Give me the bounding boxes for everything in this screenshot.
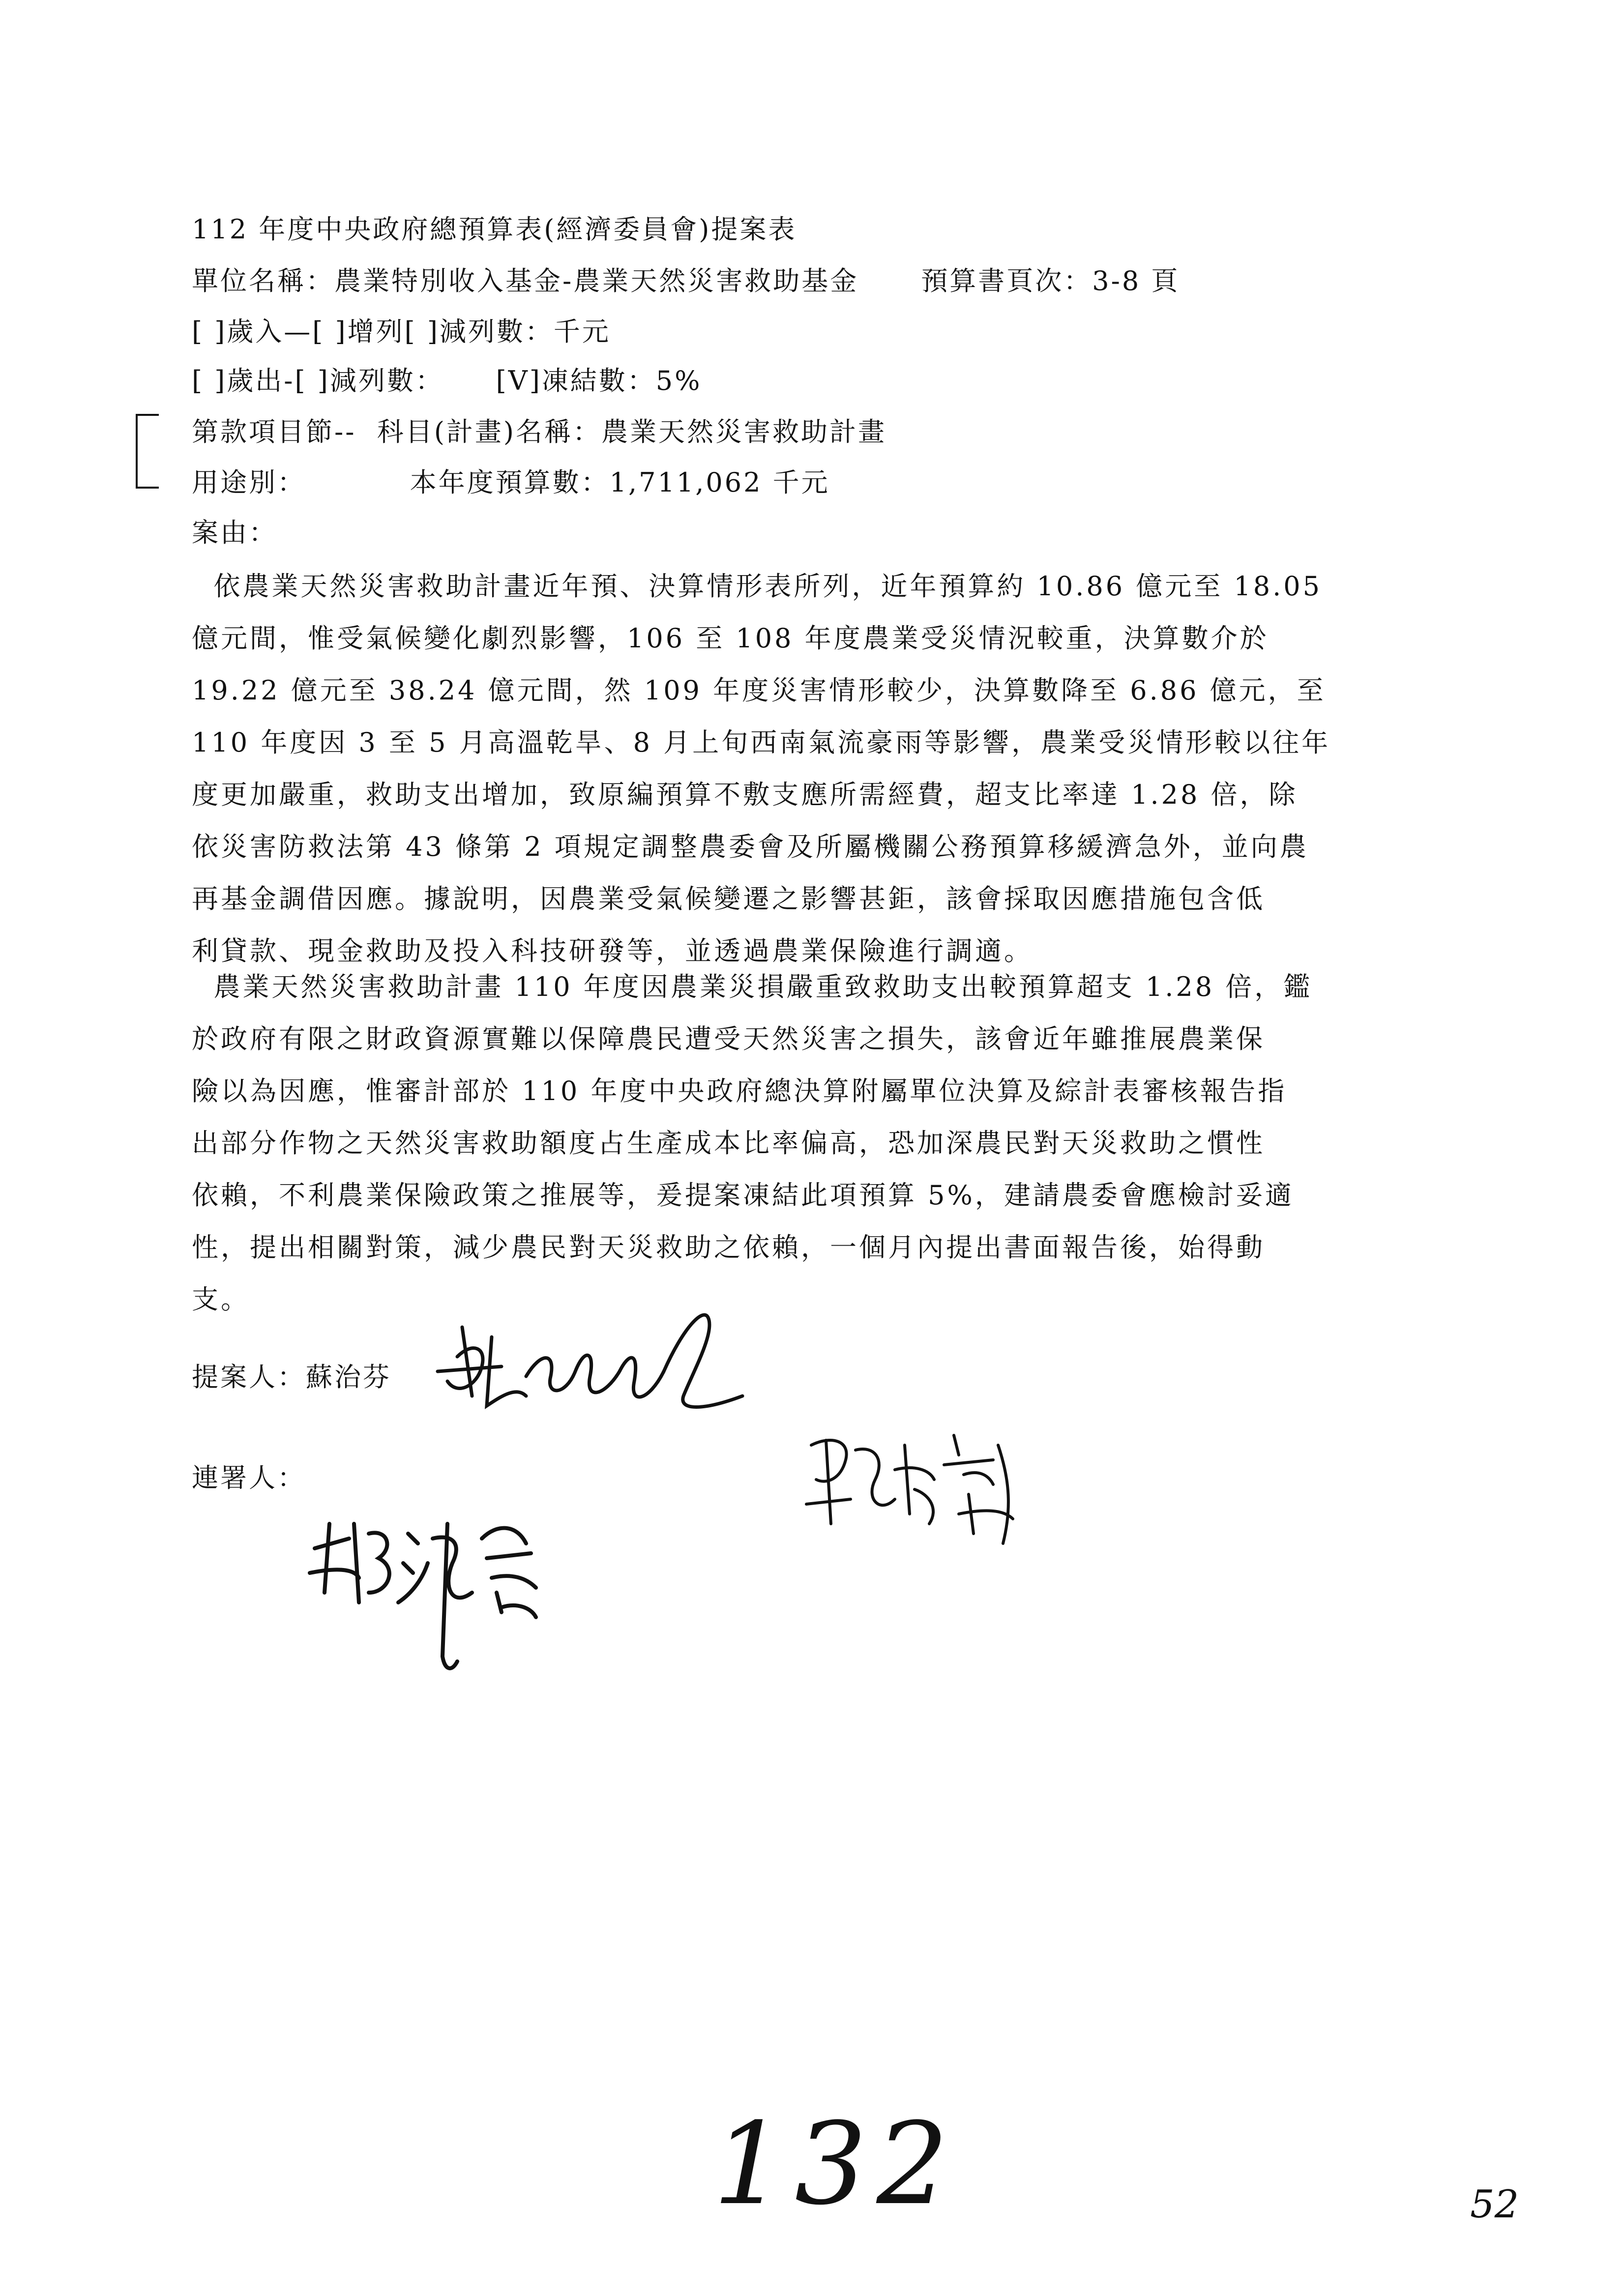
item-line: 第款項目節-- 科目(計畫)名稱：農業天然災害救助計畫 — [192, 416, 886, 447]
paragraph-line: 出部分作物之天然災害救助額度占生產成本比率偏高，恐加深農民對天災救助之慣性 — [192, 1128, 1265, 1159]
paragraph-line: 110 年度因 3 至 5 月高溫乾旱、8 月上旬西南氣流豪雨等影響，農業受災情形較以往年 — [192, 727, 1331, 758]
proposer-label: 提案人：蘇治芬 — [192, 1362, 391, 1393]
reason-paragraph-1 — [192, 560, 1450, 977]
document-title: 112 年度中央政府總預算表(經濟委員會)提案表 — [192, 214, 797, 245]
proposer-signature — [428, 1298, 752, 1425]
cosigner-label: 連署人： — [192, 1462, 306, 1493]
bracket-mark — [132, 412, 161, 491]
paragraph-line: 度更加嚴重，救助支出增加，致原編預算不敷支應所需經費，超支比率達 1.28 倍，除 — [192, 779, 1298, 810]
handwritten-page-number: 132 — [713, 2099, 958, 2230]
paragraph-line: 險以為因應，惟審計部於 110 年度中央政府總決算附屬單位決算及綜計表審核報告指 — [192, 1075, 1287, 1106]
paragraph-line: 億元間，惟受氣候變化劇烈影響，106 至 108 年度農業受災情況較重，決算數介於 — [192, 623, 1269, 654]
paragraph-line: 再基金調借因應。據說明，因農業受氣候變遷之影響甚鉅，該會採取因應措施包含低 — [192, 883, 1265, 914]
corner-page-number: 52 — [1470, 2182, 1519, 2227]
revenue-line: [ ]歲入—[ ]增列[ ]減列數：千元 — [192, 316, 611, 347]
use-line: 用途別： 本年度預算數：1,711,062 千元 — [192, 467, 830, 498]
paragraph-line: 利貸款、現金救助及投入科技研發等，並透過農業保險進行調適。 — [192, 935, 1033, 966]
paragraph-line: 依農業天然災害救助計畫近年預、決算情形表所列，近年預算約 10.86 億元至 18.05 — [192, 571, 1323, 602]
paragraph-line: 19.22 億元至 38.24 億元間，然 109 年度災害情形較少，決算數降至 6.86 億元，至 — [192, 675, 1326, 706]
unit-name-line: 單位名稱：農業特別收入基金-農業天然災害救助基金 預算書頁次：3-8 頁 — [192, 265, 1180, 296]
paragraph-line: 依災害防救法第 43 條第 2 項規定調整農委會及所屬機關公務預算移緩濟急外，並向農 — [192, 831, 1309, 862]
cosigner-signature-1 — [305, 1494, 561, 1681]
reason-label: 案由： — [192, 517, 277, 548]
cosigner-signature-2 — [797, 1416, 1033, 1563]
expenditure-line: [ ]歲出-[ ]減列數： [V]凍結數：5% — [192, 365, 702, 396]
paragraph-line: 依賴，不利農業保險政策之推展等，爰提案凍結此項預算 5%，建請農委會應檢討妥適 — [192, 1180, 1294, 1211]
paragraph-line: 性，提出相關對策，減少農民對天災救助之依賴，一個月內提出書面報告後，始得動 — [192, 1232, 1265, 1263]
paragraph-line: 農業天然災害救助計畫 110 年度因農業災損嚴重致救助支出較預算超支 1.28 倍，鑑 — [192, 971, 1313, 1002]
paragraph-line: 於政府有限之財政資源實難以保障農民遭受天然災害之損失，該會近年雖推展農業保 — [192, 1023, 1265, 1054]
paragraph-line: 支。 — [192, 1284, 250, 1315]
reason-paragraph-2 — [192, 961, 1450, 1326]
